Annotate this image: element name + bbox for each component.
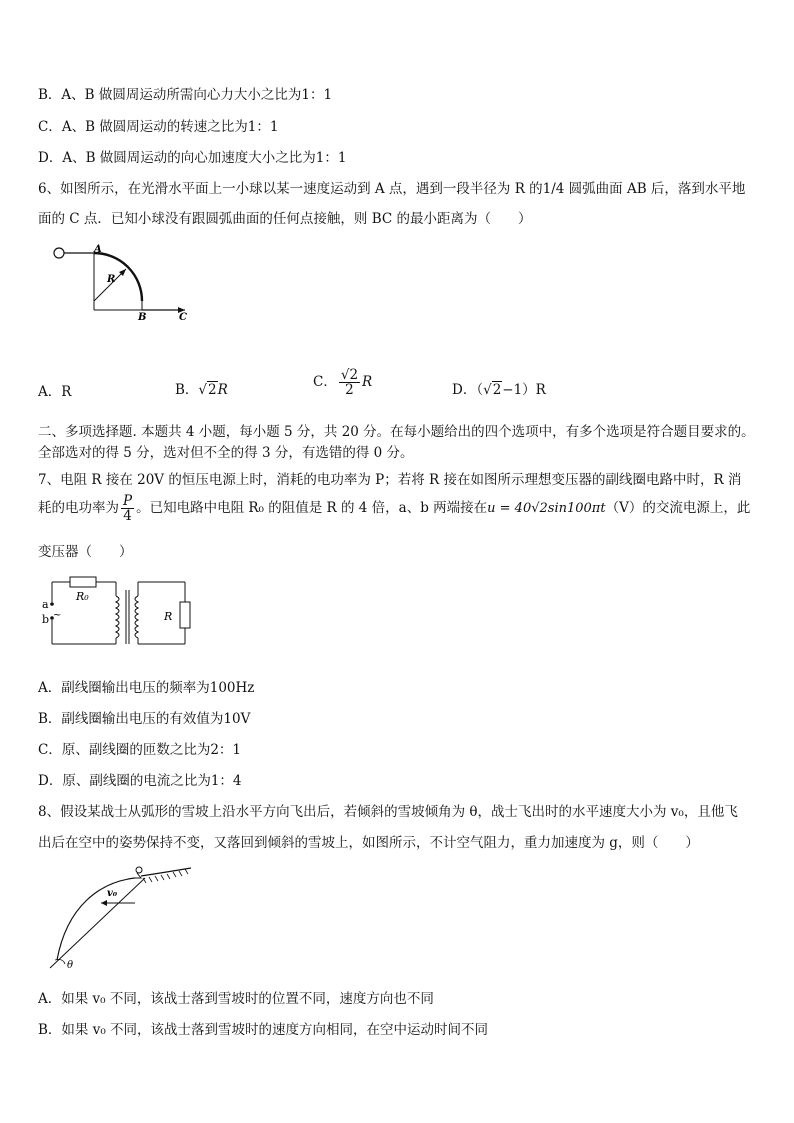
q7-transformer-figure: [40, 572, 200, 650]
q5-option-c: C．A、B 做圆周运动的转速之比为1：1: [38, 119, 279, 135]
q6-option-a: A．R: [38, 384, 72, 400]
q8-stem-line2: 出后在空中的姿势保持不变，又落回到倾斜的雪坡上，如图所示，不计空气阻力，重力加速度为 g，则（ ）: [38, 835, 699, 851]
q7-option-c: C．原、副线圈的匝数之比为2：1: [38, 742, 242, 758]
ac-source-icon: ~: [53, 610, 62, 621]
q7-stem-line1: 7、电阻 R 接在 20V 的恒压电源上时，消耗的电功率为 P；若将 R 接在如图所示理想变压器的副线圈电路中时，R 消: [38, 472, 742, 488]
q7-option-b: B．副线圈输出电压的有效值为10V: [38, 711, 251, 727]
section2-heading-line1: 二、多项选择题. 本题共 4 小题，每小题 5 分，共 20 分。在每小题给出的四个选项中，有多个选项是符合题目要求的。: [38, 424, 755, 440]
resistor-r0: [70, 577, 96, 587]
q8-slope-figure: [45, 866, 200, 974]
trajectory-curve: [57, 878, 135, 960]
section2-heading-line2: 全部选对的得 5 分，选对但不全的得 3 分，有选错的得 0 分。: [38, 445, 414, 461]
label-b: B: [138, 312, 147, 322]
terminal-a-label: a: [42, 598, 49, 611]
q7-stem-line3: 变压器（ ）: [38, 544, 133, 560]
label-r: R: [164, 610, 173, 623]
label-v0: v₀: [107, 888, 118, 899]
q7-option-d: D．原、副线圈的电流之比为1：4: [38, 773, 242, 789]
q8-option-a: A．如果 v₀ 不同，该战士落到雪坡时的位置不同，速度方向也不同: [38, 991, 434, 1007]
q6-stem-line2: 面的 C 点．已知小球没有跟圆弧曲面的任何点接触，则 BC 的最小距离为（ ）: [38, 211, 532, 227]
label-a: A: [94, 244, 102, 255]
label-theta: θ: [67, 960, 74, 971]
q6-stem-line1: 6、如图所示，在光滑水平面上一小球以某一速度运动到 A 点，遇到一段半径为 R 的1/4 圆弧曲面 AB 后，落到水平地: [38, 181, 746, 197]
resistor-r: [180, 602, 190, 628]
q5-option-b: B．A、B 做圆周运动所需向心力大小之比为1：1: [38, 87, 333, 103]
q6-option-c: C． $\frac{√2}{2}$ R: [313, 367, 373, 398]
label-c: C: [179, 312, 187, 322]
q7-formula: u = 40√2sin100πt: [487, 501, 606, 516]
q8-stem-line1: 8、假设某战士从弧形的雪坡上沿水平方向飞出后，若倾斜的雪坡倾角为 θ，战士飞出时的水平速度大小为 v₀，且他飞: [38, 804, 738, 820]
ball-icon: [54, 248, 64, 258]
q7-option-a: A．副线圈输出电压的频率为100Hz: [38, 680, 255, 696]
label-r0: R₀: [76, 590, 89, 603]
q5-option-d: D．A、B 做圆周运动的向心加速度大小之比为1：1: [38, 150, 347, 166]
secondary-coil: [135, 596, 138, 638]
label-r: R: [107, 274, 116, 285]
q6-option-b: B．√2R: [175, 382, 228, 398]
snow-slope: [141, 868, 191, 876]
q8-option-b: B．如果 v₀ 不同，该战士落到雪坡时的速度方向相同，在空中运动时间不同: [38, 1022, 489, 1038]
skier-icon: [136, 867, 142, 873]
q7-stem-line2: 耗的电功率为 $\frac{P}{4}$ 。已知电路中电阻 R₀ 的阻值是 R 的 4 倍，a、b 两端接在u = 40√2sin100πt（V）的交流电源上，此: [38, 493, 751, 524]
q6-arc-figure: [50, 240, 200, 322]
terminal-b-label: b: [42, 613, 50, 626]
primary-coil: [116, 596, 119, 638]
q6-option-d: D．（√2−1）R: [452, 382, 546, 398]
